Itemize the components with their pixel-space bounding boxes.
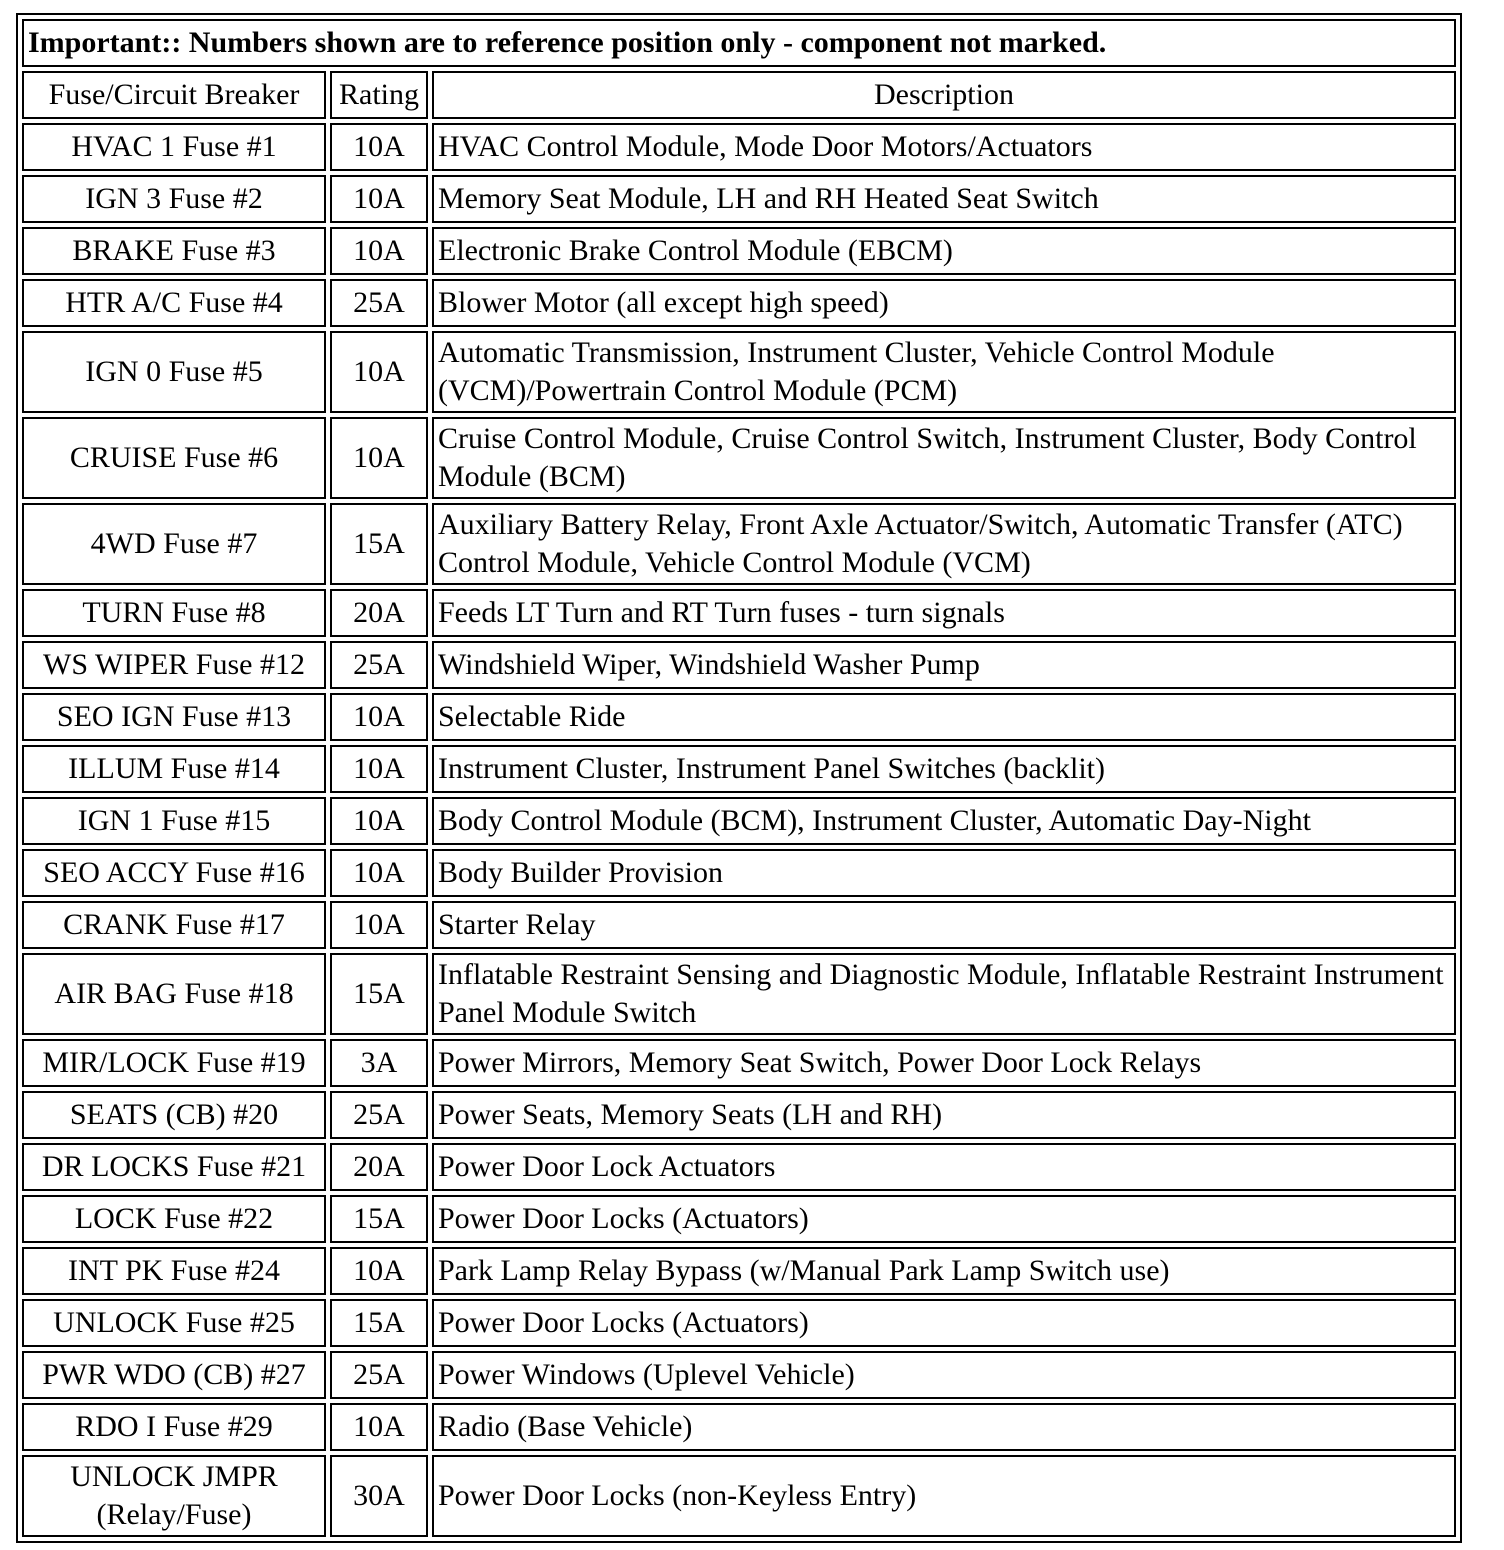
- description-cell: Radio (Base Vehicle): [432, 1403, 1456, 1451]
- description-cell: Power Door Locks (non-Keyless Entry): [432, 1455, 1456, 1537]
- table-row: [22, 745, 1456, 793]
- rating-cell: 10A: [330, 1403, 428, 1451]
- rating-cell: 10A: [330, 693, 428, 741]
- fuse-cell: LOCK Fuse #22: [22, 1195, 326, 1243]
- fuse-cell: HTR A/C Fuse #4: [22, 279, 326, 327]
- fuse-cell: IGN 1 Fuse #15: [22, 797, 326, 845]
- description-cell: Power Seats, Memory Seats (LH and RH): [432, 1091, 1456, 1139]
- description-cell: Cruise Control Module, Cruise Control Switch, Instrument Cluster, Body Control Module (BCM): [432, 417, 1456, 499]
- fuse-table-frame: [16, 13, 1462, 1543]
- rating-cell: 25A: [330, 279, 428, 327]
- description-cell: Memory Seat Module, LH and RH Heated Seat Switch: [432, 175, 1456, 223]
- description-cell: Body Control Module (BCM), Instrument Cluster, Automatic Day-Night: [432, 797, 1456, 845]
- fuse-cell: SEO IGN Fuse #13: [22, 693, 326, 741]
- rating-cell: 15A: [330, 1195, 428, 1243]
- table-row: [22, 1195, 1456, 1243]
- table-row: [22, 417, 1456, 499]
- table-row: [22, 1351, 1456, 1399]
- fuse-cell: WS WIPER Fuse #12: [22, 641, 326, 689]
- description-cell: Electronic Brake Control Module (EBCM): [432, 227, 1456, 275]
- rating-cell: 10A: [330, 849, 428, 897]
- table-row: [22, 849, 1456, 897]
- table-row: [22, 693, 1456, 741]
- rating-cell: 25A: [330, 1091, 428, 1139]
- rating-cell: 10A: [330, 227, 428, 275]
- table-row: [22, 589, 1456, 637]
- table-row: [22, 1403, 1456, 1451]
- fuse-cell: RDO I Fuse #29: [22, 1403, 326, 1451]
- table-row: [22, 227, 1456, 275]
- description-cell: Power Windows (Uplevel Vehicle): [432, 1351, 1456, 1399]
- table-row: [22, 175, 1456, 223]
- description-cell: Power Mirrors, Memory Seat Switch, Power Door Lock Relays: [432, 1039, 1456, 1087]
- table-row: [22, 503, 1456, 585]
- description-cell: Blower Motor (all except high speed): [432, 279, 1456, 327]
- fuse-cell: DR LOCKS Fuse #21: [22, 1143, 326, 1191]
- description-cell: Body Builder Provision: [432, 849, 1456, 897]
- table-row: [22, 901, 1456, 949]
- fuse-cell: HVAC 1 Fuse #1: [22, 123, 326, 171]
- fuse-cell: INT PK Fuse #24: [22, 1247, 326, 1295]
- description-cell: Starter Relay: [432, 901, 1456, 949]
- fuse-cell: CRUISE Fuse #6: [22, 417, 326, 499]
- fuse-cell: CRANK Fuse #17: [22, 901, 326, 949]
- rating-cell: 15A: [330, 953, 428, 1035]
- description-cell: Power Door Locks (Actuators): [432, 1299, 1456, 1347]
- header-rating: Rating: [330, 71, 428, 119]
- rating-cell: 10A: [330, 1247, 428, 1295]
- table-row: [22, 797, 1456, 845]
- fuse-cell: AIR BAG Fuse #18: [22, 953, 326, 1035]
- rating-cell: 10A: [330, 175, 428, 223]
- fuse-cell: BRAKE Fuse #3: [22, 227, 326, 275]
- table-row: [22, 279, 1456, 327]
- description-cell: Power Door Locks (Actuators): [432, 1195, 1456, 1243]
- table-row: [22, 331, 1456, 413]
- rating-cell: 10A: [330, 797, 428, 845]
- fuse-cell: MIR/LOCK Fuse #19: [22, 1039, 326, 1087]
- description-cell: Power Door Lock Actuators: [432, 1143, 1456, 1191]
- rating-cell: 10A: [330, 417, 428, 499]
- fuse-table: [18, 15, 1460, 1541]
- rating-cell: 10A: [330, 123, 428, 171]
- fuse-cell: IGN 3 Fuse #2: [22, 175, 326, 223]
- rating-cell: 10A: [330, 331, 428, 413]
- header-fuse: Fuse/Circuit Breaker: [22, 71, 326, 119]
- note-row: [22, 19, 1456, 67]
- rating-cell: 15A: [330, 1299, 428, 1347]
- description-cell: Feeds LT Turn and RT Turn fuses - turn signals: [432, 589, 1456, 637]
- fuse-cell: UNLOCK Fuse #25: [22, 1299, 326, 1347]
- rating-cell: 10A: [330, 745, 428, 793]
- header-row: [22, 71, 1456, 119]
- rating-cell: 20A: [330, 589, 428, 637]
- table-row: [22, 1039, 1456, 1087]
- rating-cell: 25A: [330, 1351, 428, 1399]
- rating-cell: 10A: [330, 901, 428, 949]
- table-row: [22, 641, 1456, 689]
- description-cell: Park Lamp Relay Bypass (w/Manual Park Lamp Switch use): [432, 1247, 1456, 1295]
- fuse-cell: PWR WDO (CB) #27: [22, 1351, 326, 1399]
- table-row: [22, 953, 1456, 1035]
- header-description: Description: [432, 71, 1456, 119]
- table-row: [22, 1247, 1456, 1295]
- fuse-cell: ILLUM Fuse #14: [22, 745, 326, 793]
- rating-cell: 15A: [330, 503, 428, 585]
- rating-cell: 3A: [330, 1039, 428, 1087]
- table-row: [22, 1091, 1456, 1139]
- description-cell: Auxiliary Battery Relay, Front Axle Actuator/Switch, Automatic Transfer (ATC) Control Module, Vehicle Control Module (VCM): [432, 503, 1456, 585]
- description-cell: HVAC Control Module, Mode Door Motors/Actuators: [432, 123, 1456, 171]
- description-cell: Windshield Wiper, Windshield Washer Pump: [432, 641, 1456, 689]
- description-cell: Selectable Ride: [432, 693, 1456, 741]
- rating-cell: 25A: [330, 641, 428, 689]
- fuse-cell: SEATS (CB) #20: [22, 1091, 326, 1139]
- description-cell: Inflatable Restraint Sensing and Diagnostic Module, Inflatable Restraint Instrument Panel Module Switch: [432, 953, 1456, 1035]
- rating-cell: 30A: [330, 1455, 428, 1537]
- table-row: [22, 123, 1456, 171]
- fuse-cell: IGN 0 Fuse #5: [22, 331, 326, 413]
- description-cell: Automatic Transmission, Instrument Cluster, Vehicle Control Module (VCM)/Powertrain Control Module (PCM): [432, 331, 1456, 413]
- fuse-cell: 4WD Fuse #7: [22, 503, 326, 585]
- table-row: [22, 1299, 1456, 1347]
- fuse-cell: TURN Fuse #8: [22, 589, 326, 637]
- fuse-cell: UNLOCK JMPR (Relay/Fuse): [22, 1455, 326, 1537]
- description-cell: Instrument Cluster, Instrument Panel Switches (backlit): [432, 745, 1456, 793]
- rating-cell: 20A: [330, 1143, 428, 1191]
- fuse-cell: SEO ACCY Fuse #16: [22, 849, 326, 897]
- important-note: Important:: Numbers shown are to reference position only - component not marked.: [22, 19, 1456, 67]
- table-row: [22, 1143, 1456, 1191]
- table-row: [22, 1455, 1456, 1537]
